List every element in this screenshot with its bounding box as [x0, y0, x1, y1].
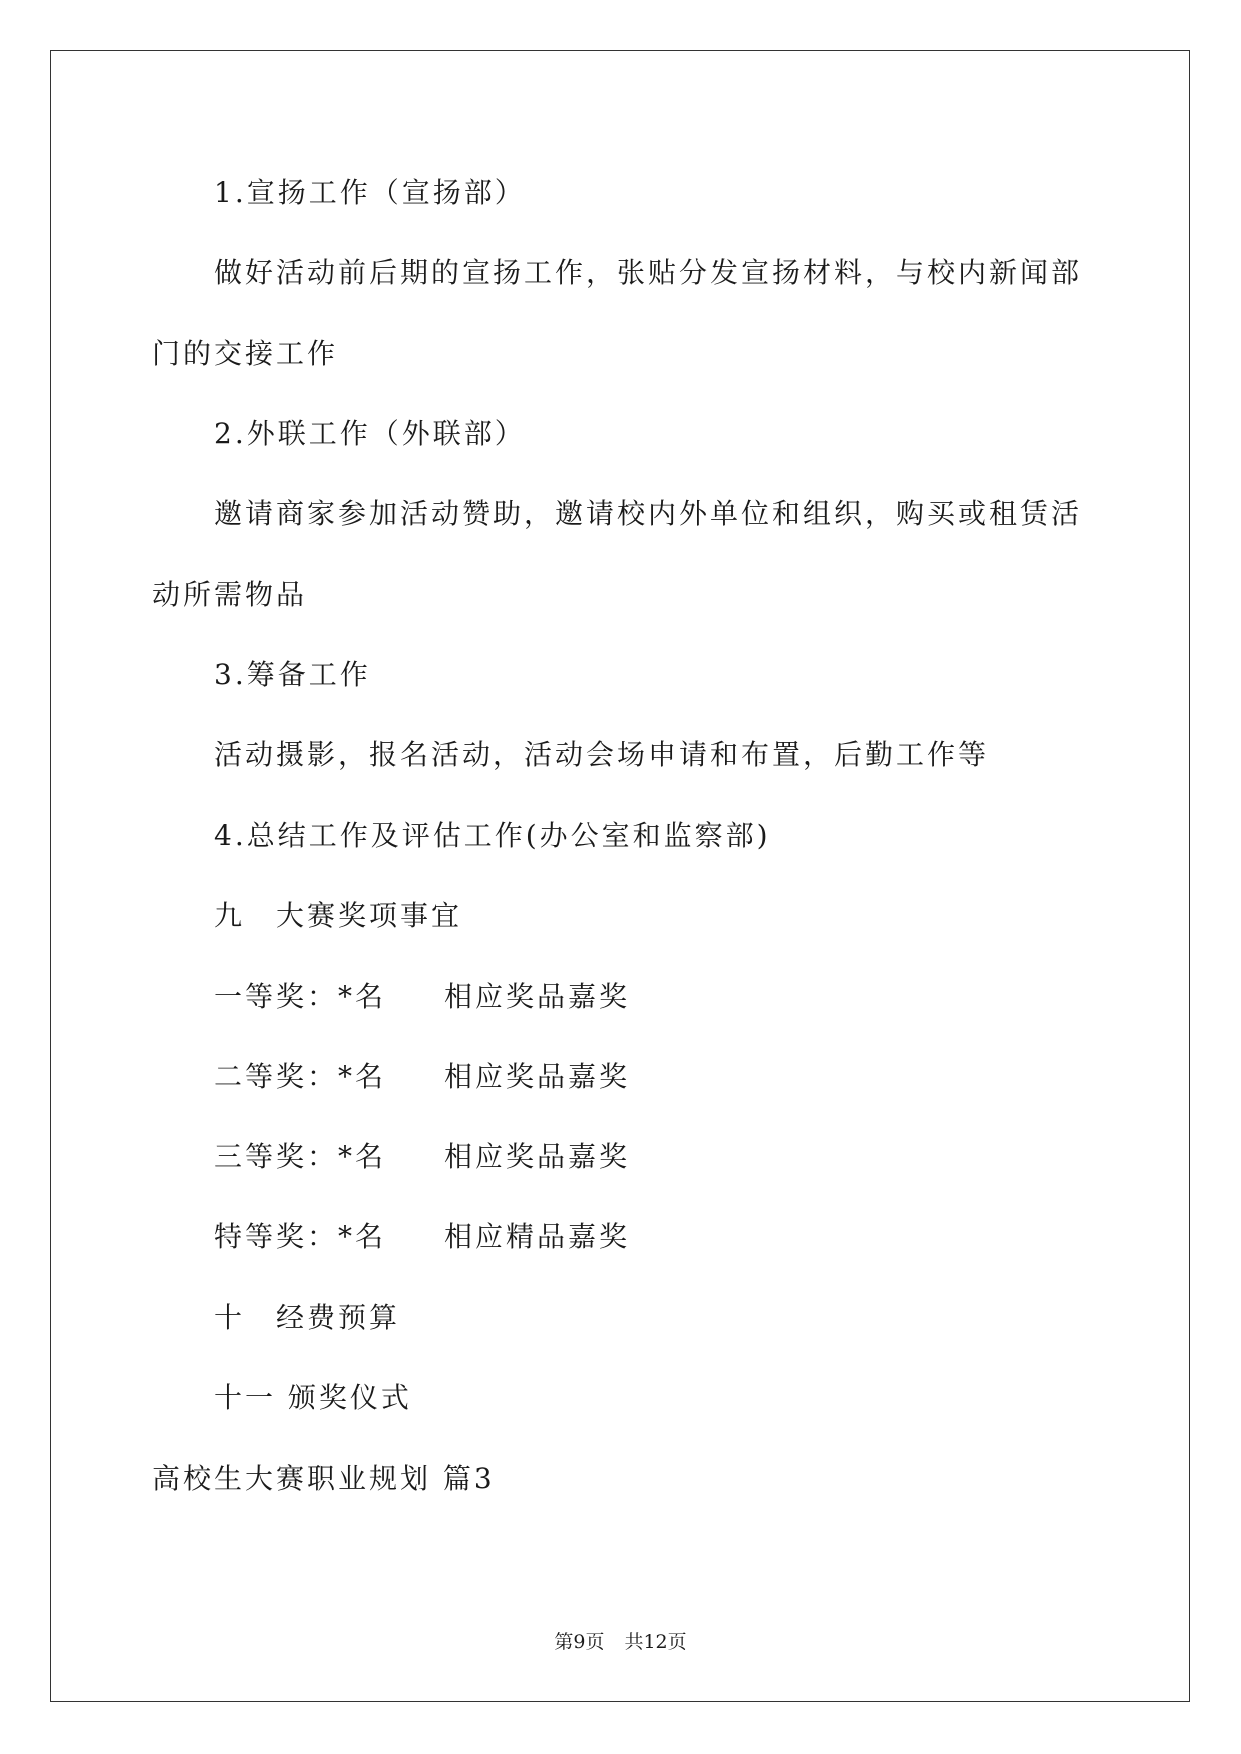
item-publicity-heading: 1.宣扬工作（宣扬部） — [214, 176, 526, 209]
section-ceremony-heading: 十一 颁奖仪式 — [214, 1381, 412, 1414]
next-article-heading: 高校生大赛职业规划 篇3 — [152, 1462, 495, 1495]
award-row — [214, 1139, 630, 1175]
section-budget-heading: 十 经费预算 — [214, 1301, 401, 1334]
award-label: 三等奖：*名 — [214, 1140, 387, 1173]
award-row — [214, 979, 630, 1015]
award-prize: 相应奖品嘉奖 — [444, 1060, 631, 1093]
page-footer — [0, 1630, 1241, 1654]
item-publicity-body-1: 做好活动前后期的宣扬工作，张贴分发宣扬材料，与校内新闻部 — [214, 256, 1083, 289]
award-prize: 相应奖品嘉奖 — [444, 1140, 631, 1173]
award-prize: 相应奖品嘉奖 — [444, 980, 631, 1013]
item-publicity-body-2: 门的交接工作 — [152, 337, 339, 370]
page-number-current: 第9页 — [554, 1631, 605, 1653]
award-label: 一等奖：*名 — [214, 980, 387, 1013]
item-outreach-body-2: 动所需物品 — [152, 578, 308, 611]
item-summary-heading: 4.总结工作及评估工作(办公室和监察部) — [214, 819, 771, 852]
award-label: 二等奖：*名 — [214, 1060, 387, 1093]
item-outreach-body-1: 邀请商家参加活动赞助，邀请校内外单位和组织，购买或租赁活 — [214, 497, 1083, 530]
item-preparation-heading: 3.筹备工作 — [214, 658, 371, 691]
item-preparation-body: 活动摄影，报名活动，活动会场申请和布置，后勤工作等 — [214, 738, 990, 771]
page-border — [50, 50, 1190, 1702]
section-awards-heading: 九 大赛奖项事宜 — [214, 899, 463, 932]
award-row — [214, 1219, 630, 1255]
award-label: 特等奖：*名 — [214, 1220, 387, 1253]
award-prize: 相应精品嘉奖 — [444, 1220, 631, 1253]
page-number-total: 共12页 — [624, 1631, 687, 1653]
award-row — [214, 1059, 630, 1095]
item-outreach-heading: 2.外联工作（外联部） — [214, 417, 526, 450]
